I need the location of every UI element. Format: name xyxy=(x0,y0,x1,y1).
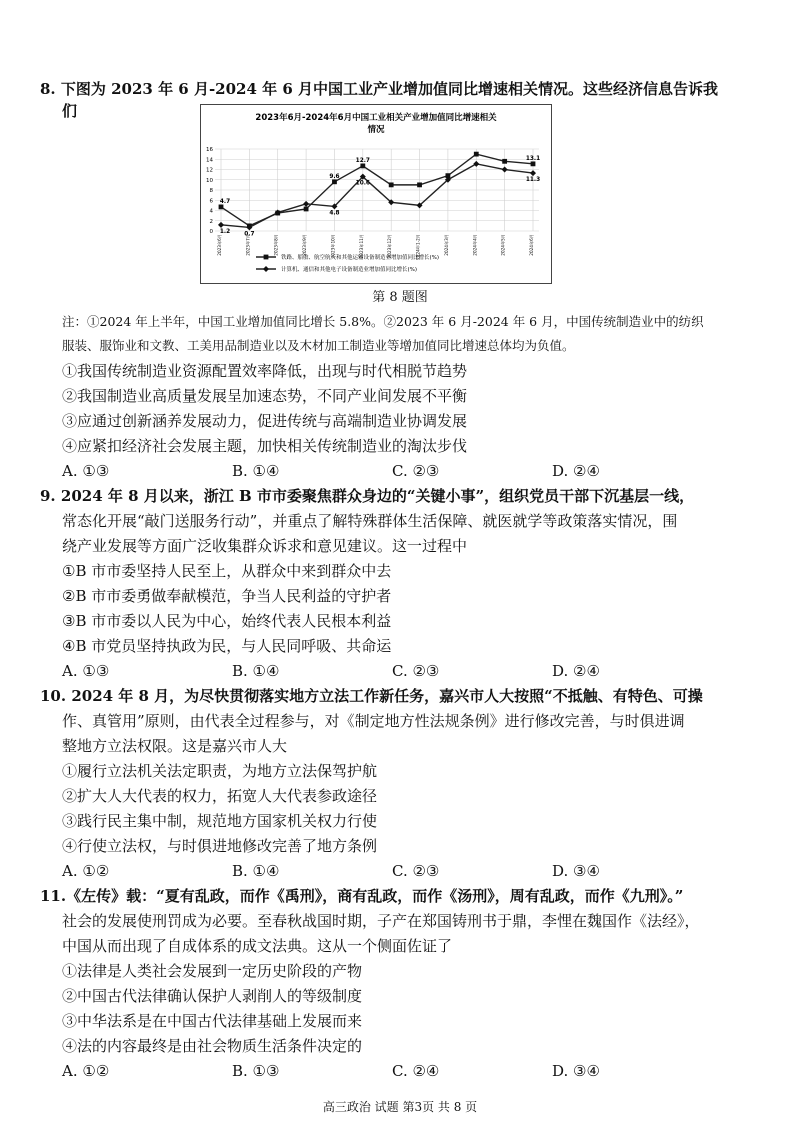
x-tick-label: 2023年12月 xyxy=(387,234,393,259)
q9-item-3: ③B 市市委以人民为中心，始终代表人民根本利益 xyxy=(62,612,392,630)
chart-title: 2023年6月-2024年6月中国工业相关产业增加值同比增速相关 xyxy=(255,113,497,123)
q9-choice-a[interactable]: A. ①③ xyxy=(62,662,110,680)
y-tick-label: 14 xyxy=(206,157,213,164)
data-label: 10.6 xyxy=(355,180,370,187)
x-tick-label: 2023年7月 xyxy=(245,234,251,256)
q8-figure-caption: 第 8 题图 xyxy=(372,290,428,305)
q11-stem-line1: 11.《左传》载：“夏有乱政，而作《禹刑》，商有乱政，而作《汤刑》，周有乱政，而作《九刑》。” xyxy=(40,887,684,905)
point-square xyxy=(360,164,365,169)
q8-chart xyxy=(200,104,552,284)
q8-choice-a[interactable]: A. ①③ xyxy=(62,462,110,480)
point-diamond xyxy=(530,170,536,176)
q11-item-4: ④法的内容最终是由社会物质生活条件决定的 xyxy=(62,1037,363,1055)
q11-item-3: ③中华法系是在中国古代法律基础上发展而来 xyxy=(62,1012,363,1030)
series-line-2 xyxy=(221,164,533,228)
data-label: 11.3 xyxy=(525,177,541,184)
point-diamond xyxy=(502,167,508,173)
x-tick-label: 2023年10月 xyxy=(330,234,336,259)
q9-stem-line2: 常态化开展“敲门送服务行动”，并重点了解特殊群体生活保障、就医就学等政策落实情况，围 xyxy=(62,512,678,530)
q10-choice-d[interactable]: D. ③④ xyxy=(552,862,600,880)
q8-note-line2: 服装、服饰业和文教、工美用品制造业以及木材加工制造业等增加值同比增速总体均为负值。 xyxy=(62,338,575,353)
q11-stem-line3: 中国从而出现了自成体系的成文法典。这从一个侧面佐证了 xyxy=(62,937,453,955)
page-footer: 高三政治 试题 第3页 共 8 页 xyxy=(322,1100,478,1114)
q9-choice-c[interactable]: C. ②③ xyxy=(392,662,440,680)
q8-item-3: ③应通过创新涵养发展动力，促进传统与高端制造业协调发展 xyxy=(62,412,468,430)
point-square xyxy=(304,207,309,212)
y-tick-label: 16 xyxy=(206,147,213,153)
q11-choice-d[interactable]: D. ③④ xyxy=(552,1062,600,1080)
q9-item-4: ④B 市党员坚持执政为民，与人民同呼吸、共命运 xyxy=(62,637,392,655)
data-label: 4.7 xyxy=(219,198,231,205)
q11-choice-c[interactable]: C. ②④ xyxy=(392,1062,440,1080)
q10-choice-b[interactable]: B. ①④ xyxy=(232,862,280,880)
point-square xyxy=(502,159,507,164)
point-diamond xyxy=(218,222,224,228)
data-label: 13.1 xyxy=(525,155,541,162)
q11-choice-b[interactable]: B. ①③ xyxy=(232,1062,280,1080)
y-tick-label: 2 xyxy=(209,218,213,225)
chart-title-cont: 情况 xyxy=(367,125,385,135)
q8-stem-line1: 8. 下图为 2023 年 6 月-2024 年 6 月中国工业产业增加值同比增速相关情况。这些经济信息告诉我 xyxy=(40,80,719,98)
q10-stem-line3: 整地方立法权限。这是嘉兴市人大 xyxy=(62,737,288,755)
q8-stem-line2: 们 xyxy=(62,102,78,120)
x-tick-label: 2023年9月 xyxy=(302,234,308,256)
q9-stem-line1: 9. 2024 年 8 月以来，浙江 B 市市委聚焦群众身边的“关键小事”，组织党员干部下沉基层一线， xyxy=(40,487,695,505)
point-square xyxy=(389,182,394,187)
q11-item-1: ①法律是人类社会发展到一定历史阶段的产物 xyxy=(62,962,363,980)
y-tick-label: 6 xyxy=(209,198,213,205)
data-label: 1.2 xyxy=(219,228,231,235)
point-diamond xyxy=(473,161,479,167)
q10-item-2: ②扩大人大代表的权力，拓宽人大代表参政途径 xyxy=(62,787,378,805)
x-tick-label: 2023年11月 xyxy=(358,234,364,259)
y-tick-label: 8 xyxy=(209,188,213,194)
q10-choice-c[interactable]: C. ②③ xyxy=(392,862,440,880)
point-square xyxy=(474,152,479,157)
q9-item-2: ②B 市市委勇做奉献模范，争当人民利益的守护者 xyxy=(62,587,392,605)
line-chart xyxy=(201,105,551,283)
q8-item-2: ②我国制造业高质量发展呈加速态势，不同产业间发展不平衡 xyxy=(62,387,468,405)
x-tick-label: 2024年4月 xyxy=(472,234,478,256)
x-tick-label: 2024年6月 xyxy=(529,234,534,256)
q10-stem-line1: 10. 2024 年 8 月，为尽快贯彻落实地方立法工作新任务，嘉兴市人大按照“不抵触、有特色、可操 xyxy=(40,687,703,705)
y-tick-label: 4 xyxy=(209,208,213,215)
point-square xyxy=(417,182,422,187)
q11-item-2: ②中国古代法律确认保护人剥削人的等级制度 xyxy=(62,987,363,1005)
q10-choice-a[interactable]: A. ①② xyxy=(62,862,110,880)
q10-item-3: ③践行民主集中制，规范地方国家机关权力行使 xyxy=(62,812,378,830)
x-tick-label: 2023年8月 xyxy=(273,234,279,256)
q8-choice-d[interactable]: D. ②④ xyxy=(552,462,600,480)
q9-choice-d[interactable]: D. ②④ xyxy=(552,662,600,680)
q11-choice-a[interactable]: A. ①② xyxy=(62,1062,110,1080)
legend-marker xyxy=(264,255,269,260)
legend-label-2: 计算机、通信和其他电子设备制造业增加值同比增长(%) xyxy=(281,267,418,273)
q10-item-1: ①履行立法机关法定职责，为地方立法保驾护航 xyxy=(62,762,378,780)
legend-marker xyxy=(263,266,269,272)
point-square xyxy=(332,179,337,184)
point-diamond xyxy=(303,201,309,207)
point-square xyxy=(219,205,224,210)
y-tick-label: 0 xyxy=(209,229,213,235)
q8-choice-c[interactable]: C. ②③ xyxy=(392,462,440,480)
q10-item-4: ④行使立法权，与时俱进地修改完善了地方条例 xyxy=(62,837,378,855)
data-label: 0.7 xyxy=(244,231,255,238)
q8-note-line1: 注：①2024 年上半年，中国工业增加值同比增长 5.8%。②2023 年 6 月-2024 年 6 月，中国传统制造业中的纺织 xyxy=(62,314,704,329)
q8-choice-b[interactable]: B. ①④ xyxy=(232,462,280,480)
q9-choice-b[interactable]: B. ①④ xyxy=(232,662,280,680)
data-label: 4.8 xyxy=(329,210,340,217)
x-tick-label: 2024年3月 xyxy=(443,234,449,256)
q10-stem-line2: 作、真管用”原则，由代表全过程参与，对《制定地方性法规条例》进行修改完善，与时俱进调 xyxy=(62,712,685,730)
point-square xyxy=(531,161,536,166)
q9-stem-line3: 绕产业发展等方面广泛收集群众诉求和意见建议。这一过程中 xyxy=(62,537,468,555)
q9-item-1: ①B 市市委坚持人民至上，从群众中来到群众中去 xyxy=(62,562,392,580)
q8-item-4: ④应紧扣经济社会发展主题，加快相关传统制造业的淘汰步伐 xyxy=(62,437,468,455)
x-tick-label: 2023年6月 xyxy=(217,234,222,256)
q8-item-1: ①我国传统制造业资源配置效率降低，出现与时代相脱节趋势 xyxy=(62,362,468,380)
legend-label-1: 铁路、船舶、航空航天和其他运输设备制造业增加值同比增长(%) xyxy=(281,255,440,261)
y-tick-label: 10 xyxy=(206,177,213,184)
q11-stem-line2: 社会的发展使刑罚成为必要。至春秋战国时期，子产在郑国铸刑书于鼎，李悝在魏国作《法经》， xyxy=(62,912,700,930)
data-label: 12.7 xyxy=(355,157,370,164)
x-tick-label: 2024年5月 xyxy=(500,234,506,256)
x-tick-label: 2024年1-2月 xyxy=(415,234,421,260)
y-tick-label: 12 xyxy=(206,167,213,174)
data-label: 9.6 xyxy=(329,173,340,180)
